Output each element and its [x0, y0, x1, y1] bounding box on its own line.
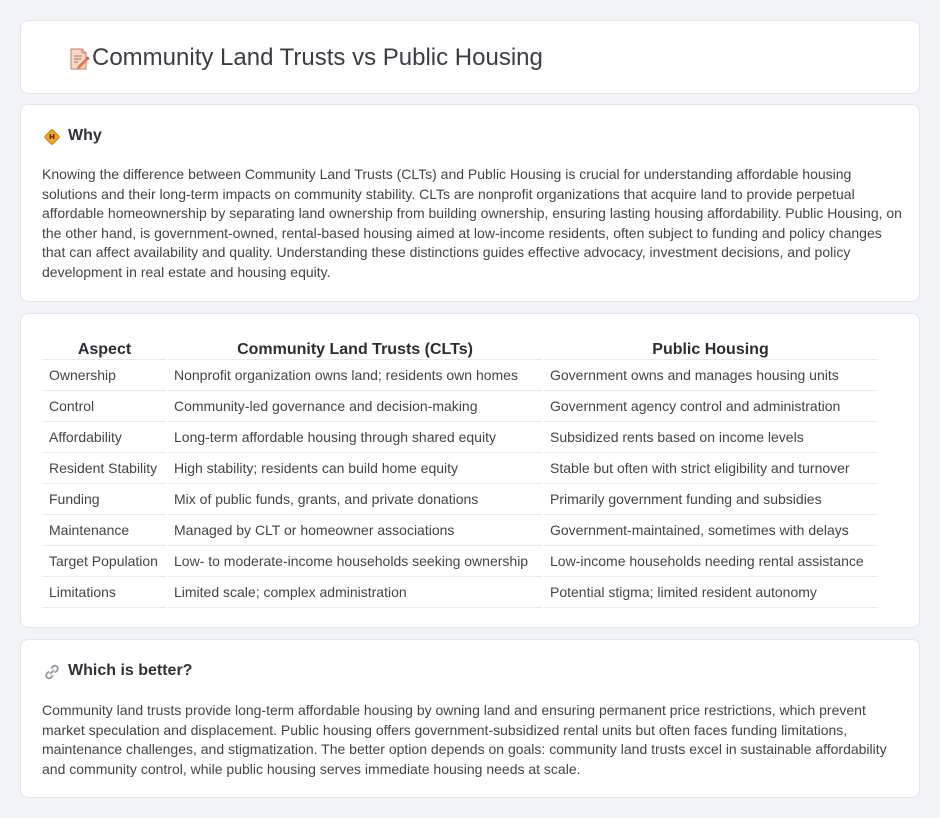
title-card: [20, 20, 920, 94]
better-text: Community land trusts provide long-term affordable housing by owning land and ensuring permanent price restrictions, which prevent market speculation and displacement. Public housing offers government-subsidized rental units but often faces funding limitations, maintenance challenges, and stigmatization. The better option depends on goals: community land trusts excel in sustainable affordability and community control, while public housing serves immediate housing needs at scale.: [42, 702, 887, 777]
header-public-housing: Public Housing: [544, 334, 877, 360]
comparison-table: [41, 334, 879, 608]
table-row: [43, 515, 877, 546]
table-row: [43, 391, 877, 422]
aspect-cell: Affordability: [43, 422, 166, 453]
public-housing-cell: Government agency control and administration: [544, 391, 877, 422]
clt-cell: Low- to moderate-income households seeking ownership: [168, 546, 542, 577]
aspect-cell: Limitations: [43, 577, 166, 608]
table-row: [43, 484, 877, 515]
aspect-cell: Resident Stability: [43, 453, 166, 484]
aspect-cell: Control: [43, 391, 166, 422]
header-clts: Community Land Trusts (CLTs): [168, 334, 542, 360]
clt-cell: Community-led governance and decision-making: [168, 391, 542, 422]
better-heading-label: Which is better?: [68, 662, 193, 679]
clt-cell: Limited scale; complex administration: [168, 577, 542, 608]
table-row: [43, 546, 877, 577]
comparison-section: [20, 313, 920, 628]
table-header-row: [43, 334, 877, 360]
why-text: Knowing the difference between Community Land Trusts (CLTs) and Public Housing is crucial for understanding affordable housing solutions and their long-term impacts on community stability. CLTs are nonprofit organizations that acquire land to provide perpetual affordable homeownership by separating land ownership from building ownership, ensuring lasting housing affordability. Public Housing, on the other hand, is government-owned, rental-based housing aimed at low-income residents, often subject to funding and policy changes that can affect availability and quality. Understanding these distinctions guides effective advocacy, investment decisions, and policy development in real estate and housing equity.: [42, 166, 902, 280]
table-row: [43, 422, 877, 453]
aspect-cell: Target Population: [43, 546, 166, 577]
clt-cell: Nonprofit organization owns land; residents own homes: [168, 360, 542, 391]
public-housing-cell: Low-income households needing rental assistance: [544, 546, 877, 577]
public-housing-cell: Primarily government funding and subsidies: [544, 484, 877, 515]
public-housing-cell: Government-maintained, sometimes with delays: [544, 515, 877, 546]
link-icon: [43, 663, 61, 681]
table-row: [43, 577, 877, 608]
why-heading-label: Why: [68, 127, 102, 144]
which-is-better-section: [20, 639, 920, 798]
table-row: [43, 360, 877, 391]
public-housing-cell: Stable but often with strict eligibility and turnover: [544, 453, 877, 484]
clt-cell: High stability; residents can build home equity: [168, 453, 542, 484]
diamond-sign-icon: [43, 128, 61, 146]
public-housing-cell: Government owns and manages housing units: [544, 360, 877, 391]
document-edit-icon: [67, 47, 91, 71]
aspect-cell: Maintenance: [43, 515, 166, 546]
page-title: Community Land Trusts vs Public Housing: [92, 44, 543, 71]
clt-cell: Mix of public funds, grants, and private donations: [168, 484, 542, 515]
header-aspect: Aspect: [43, 334, 166, 360]
why-section: [20, 104, 920, 302]
clt-cell: Managed by CLT or homeowner associations: [168, 515, 542, 546]
table-row: [43, 453, 877, 484]
aspect-cell: Ownership: [43, 360, 166, 391]
clt-cell: Long-term affordable housing through shared equity: [168, 422, 542, 453]
public-housing-cell: Subsidized rents based on income levels: [544, 422, 877, 453]
aspect-cell: Funding: [43, 484, 166, 515]
public-housing-cell: Potential stigma; limited resident autonomy: [544, 577, 877, 608]
